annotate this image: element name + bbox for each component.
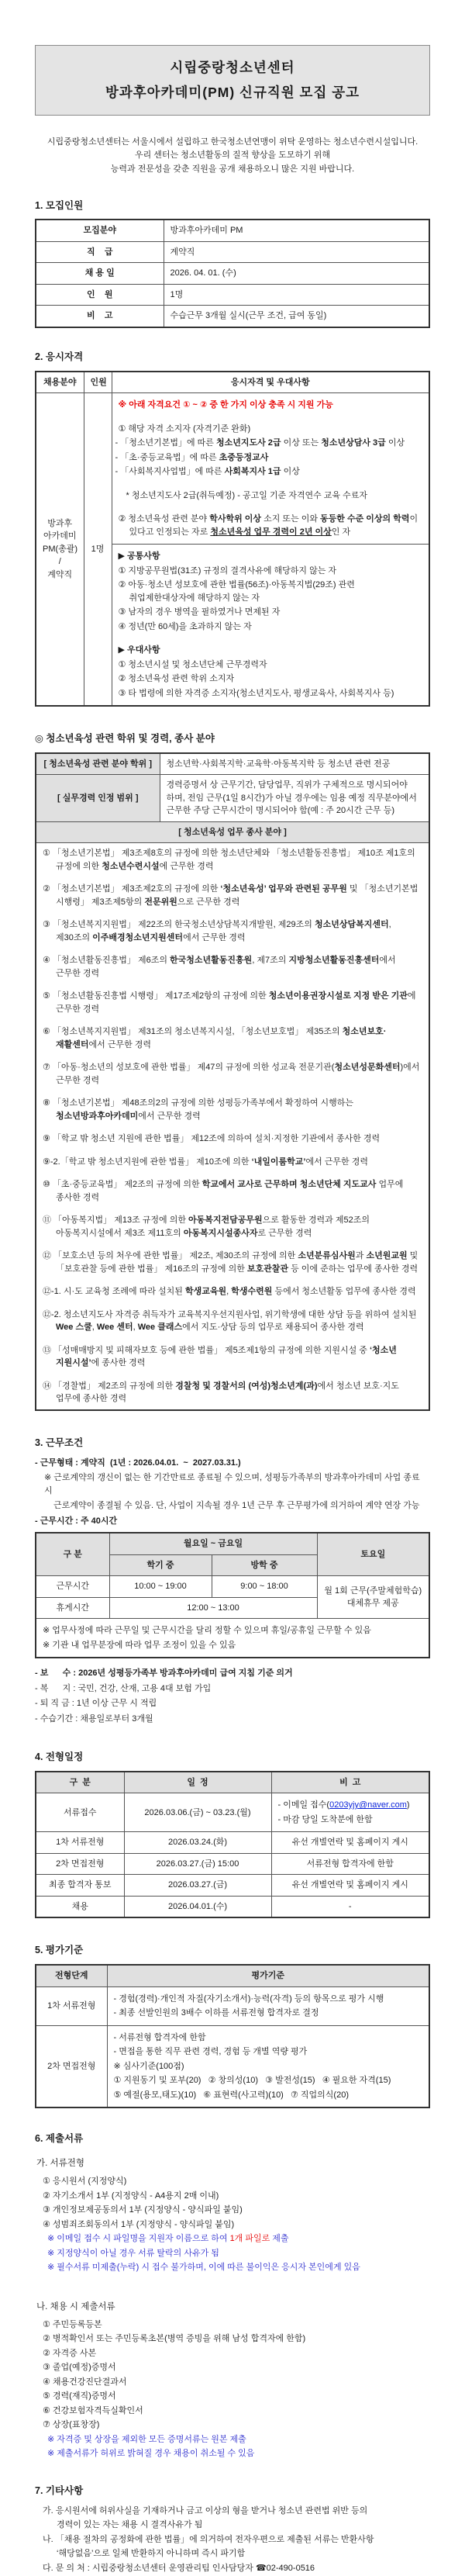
intro-line: 시립중랑청소년센터는 서울시에서 설립하고 한국청소년연맹이 위탁 운영하는 청소년수련시설입니다. [46,137,418,147]
intro-paragraph [35,136,430,177]
worktime-semester: 10:00 ~ 19:00 [109,1576,212,1598]
work-field-item: ⑩ 「초·중등교육법」 제2조의 규정에 의한 학교에서 교사로 근무하며 청소년단체 지도교사 업무에 종사한 경력 [43,1180,404,1202]
work-field-item: ② 「청소년기본법」 제3조제2호의 규정에 의한 ‘청소년육성’ 업무와 관련된 공무원 및 「청소년기본법 시행령」 제3조제5항의 전문위원으로 근무한 경력 [43,884,418,907]
work-field-item: ① 「청소년기본법」 제3조제8호의 규정에 의한 청소년단체와 「청소년활동진흥법」 제10조 제1호의 규정에 의한 청소년수련시설에 근무한 경력 [43,849,415,871]
table-row [36,1896,429,1917]
pay-line: - 보 수 : 2026년 성평등가족부 방과후아카데미 급여 지침 기준 의거 [35,1668,293,1679]
date-cell: 2026.03.27.(금) [124,1875,271,1897]
stage-cell: 1차 서류전형 [36,1986,107,2025]
table-row [36,393,429,545]
criteria-line: ※ 심사기준(100점) [113,2061,184,2071]
page-title-line2: 방과후아카데미(PM) 신규직원 모집 공고 [105,85,360,101]
prefer-item: ③ 타 법령에 의한 자격증 소지자(청소년지도사, 평생교육사, 사회복지사 등) [118,688,394,698]
cell-value: 방과후아카데미 PM [164,220,429,241]
stage-cell: 2차 면접전형 [36,1853,124,1875]
header-note: 비 고 [271,1772,429,1793]
work-field-item: ⑫ 「보호소년 등의 처우에 관한 법률」 제2조, 제30조의 규정에 의한 소년분류심사원과 소년원교원 및 「보호관찰 등에 관한 법률」 제16조의 규정에 의한 보호관찰관 등 이에 준하는 업무에 종사한 경력 [43,1251,418,1274]
header-date: 일 정 [124,1772,271,1793]
qual-1-item: - 「사회복지사업법」에 따른 사회복지사 1급 이상 [115,467,300,477]
work-schedule-table [35,1532,430,1658]
hire-doc-item: ② 자격증 사본 [43,2348,97,2358]
cell-value: 수습근무 3개월 실시(근무 조건, 급여 동일) [164,306,429,327]
header-vacation: 방학 중 [212,1554,317,1576]
common-item: ③ 남자의 경우 병역을 필하였거나 면제된 자 [118,607,281,617]
probation-line: - 수습기간 : 채용일로부터 3개월 [35,1713,153,1724]
col-header-field: 채용분야 [36,372,84,393]
note-cell: 유선 개별연락 및 홈페이지 게시 [271,1875,429,1897]
table-row [36,753,429,775]
subsection-ga: 가. 서류전형 [36,2158,84,2168]
table-row [36,821,429,843]
work-field-item: ⑦ 「아동·청소년의 성보호에 관한 법률」 제47의 규정에 의한 성교육 전문기관(청소년성문화센터)에서 근무한 경력 [43,1063,420,1085]
hire-doc-item: ⑥ 건강보험자격득실확인서 [43,2405,143,2415]
submit-doc-item: ③ 개인정보제공동의서 1부 (지정양식 - 양식파일 붙임) [43,2205,243,2215]
criteria-line: - 면접을 통한 직무 관련 경력, 경험 등 개별 역량 평가 [113,2047,308,2057]
table-row [36,775,429,822]
cell-common-prefer [112,545,429,707]
schedule-table [35,1771,430,1919]
date-cell: 2026.03.27.(금) 15:00 [124,1853,271,1875]
header-stage: 전형단계 [36,1965,107,1986]
experience-label: [ 실무경력 인정 범위 ] [36,775,160,822]
degree-career-table [35,752,430,1411]
breaktime-value: 12:00 ~ 13:00 [109,1597,317,1619]
cell-value: 1명 [164,284,429,306]
worktime-vacation: 9:00 ~ 18:00 [212,1576,317,1598]
criteria-line: - 최종 선발인원의 3배수 이하를 서류전형 합격자로 결정 [113,2008,319,2018]
email-link[interactable]: 0203yjy@naver.com [329,1800,407,1810]
etc-line: ‘해당없음’으로 일체 반환하지 아니하며 즉시 파기함 [57,2549,246,2559]
page-title-line1: 시립중랑청소년센터 [170,60,295,75]
header-stage: 구 분 [36,1772,124,1793]
table-row [36,306,429,327]
submit-doc-item: ① 응시원서 (지정양식) [43,2177,127,2187]
work-type-note: 근로계약이 종결될 수 있음. 단, 사업이 지속될 경우 1년 근무 후 근무평가에 의거하여 계약 연장 가능 [53,1501,420,1511]
work-field-item: ③ 「청소년복지지원법」 제22조의 한국청소년상담복지개발원, 제29조의 청소년상담복지센터, 제30조의 이주배경청소년지원센터에서 근무한 경력 [43,920,391,942]
hire-doc-item: ① 주민등록등본 [43,2319,102,2329]
intro-line: 우리 센터는 청소년활동의 질적 향상을 도모하기 위해 [134,150,331,161]
work-field-item: ⑥ 「청소년복지지원법」 제31조의 청소년복지시설, 「청소년보호법」 제35조의 청소년보호· 재활센터에서 근무한 경력 [43,1027,387,1049]
note-text: - 이메일 접수( [277,1800,330,1810]
date-cell: 2026.04.01.(수) [124,1896,271,1917]
section-2b-heading: ◎ 청소년육성 관련 학위 및 경력, 종사 분야 [35,733,215,745]
header-criteria: 평가기준 [107,1965,429,1986]
prefer-title: ▶ 우대사항 [118,645,160,655]
table-row [36,1619,429,1658]
header-semester: 학기 중 [109,1554,212,1576]
work-field-item: ⑬ 「성매매방지 및 피해자보호 등에 관한 법률」 제5조제1항의 규정에 의한 지원시설 중 ‘청소년 지원시설’에 종사한 경력 [43,1345,397,1368]
table-row [36,1853,429,1875]
cell-qualifications [112,393,429,545]
work-hours-line: - 근무시간 : 주 40시간 [35,1516,118,1526]
qual-2: ② 청소년육성 관련 분야 학사학위 이상 소지 또는 이와 동등한 수준 이상의 학력이 있다고 인정되는 자로 청소년육성 업무 경력이 2년 이상인 자 [118,514,418,537]
hire-note: ※ 제출서류가 허위로 밝혀질 경우 채용이 취소될 수 있음 [47,2449,255,2459]
section-5-heading: 5. 평가기준 [35,1945,84,1956]
schedule-note: ※ 업무사정에 따라 근무일 및 근무시간을 달리 정할 수 있으며 휴일/공휴일 근무할 수 있음 [43,1626,371,1636]
col-header-detail: 응시자격 및 우대사항 [112,372,429,393]
work-type-note: ※ 근로계약의 갱신이 없는 한 기간만료로 종료될 수 있으며, 성평등가족부의 방과후아카데미 사업 종료 시 [44,1473,420,1495]
table-row [36,1986,429,2025]
criteria-cell [107,1986,429,2025]
col-header-count: 인원 [84,372,112,393]
degree-value: 청소년학·사회복지학·교육학·아동복지학 등 청소년 관련 전공 [160,753,429,775]
table-row [36,1832,429,1854]
section-7-heading: 7. 기타사항 [35,2484,84,2496]
stage-cell: 채용 [36,1896,124,1917]
intro-line: 능력과 전문성을 갖춘 직원을 공개 채용하오니 많은 지원 바랍니다. [110,164,355,174]
header-saturday: 토요일 [317,1533,429,1576]
table-row [36,241,429,263]
stage-cell: 서류접수 [36,1793,124,1832]
table-header-row [36,1772,429,1793]
submit-note: ※ 지정양식이 아닐 경우 서류 탈락의 사유가 됨 [47,2248,219,2258]
note-text: ) [406,1800,410,1810]
cell-count: 1명 [84,393,112,707]
table-header-row [36,372,429,393]
table-row [36,220,429,241]
table-row [36,1576,429,1598]
criteria-line: - 경험(경력)·개인적 자질(자기소개서)·능력(자격) 등의 항목으로 평가 시행 [113,1993,384,2004]
submit-doc-item: ④ 성범죄조회동의서 1부 (지정양식 - 양식파일 붙임) [43,2219,235,2229]
section-4-heading: 4. 전형일정 [35,1751,84,1763]
submit-note: ※ 이메일 접수 시 파일명을 지원자 이름으로 하여 1개 파일로 제출 [47,2234,289,2244]
cell-label: 비 고 [36,306,164,327]
hire-doc-item: ② 병적확인서 또는 주민등록초본(병역 증빙을 위해 남성 합격자에 한함) [43,2334,306,2344]
schedule-notes [36,1619,429,1658]
stage-cell: 최종 합격자 통보 [36,1875,124,1897]
hire-doc-item: ④ 채용건강진단결과서 [43,2377,127,2387]
work-field-item: ⑫-1. 시·도 교육청 조례에 따라 설치된 학생교육원, 학생수련원 등에서 청소년활동 업무에 종사한 경력 [43,1287,416,1297]
table-header-row [36,1965,429,1986]
table-row [36,1793,429,1832]
row-label: 근무시간 [36,1576,109,1598]
cell-field: 방과후 아카데미 PM(총괄) / 계약직 [36,393,84,707]
stage-cell: 1차 서류전형 [36,1832,124,1854]
table-header-row [36,1533,429,1554]
subsection-na: 나. 채용 시 제출서류 [36,2301,115,2311]
qual-1-item: - 「초·중등교육법」에 따른 초중등정교사 [115,452,269,462]
cell-value: 2026. 04. 01. (수) [164,263,429,285]
stage-cell: 2차 면접전형 [36,2025,107,2107]
saturday-value: 월 1회 근무(주말체험학습) 대체휴무 제공 [317,1576,429,1619]
cell-label: 모집분야 [36,220,164,241]
note-cell: 유선 개별연락 및 홈페이지 게시 [271,1832,429,1854]
evaluation-table [35,1964,430,2108]
etc-contact-line: 다. 문 의 처 : 시립중랑청소년센터 운영관리팀 인사담당자 ☎02-490-0516 [43,2563,315,2573]
table-row [36,1875,429,1897]
common-item: ② 아동·청소년 성보호에 관한 법률(56조)·아동복지법(29조) 관련 취업제한대상자에 해당하지 않는 자 [118,580,355,603]
header-gubun: 구 분 [36,1533,109,1576]
criteria-cell [107,2025,429,2107]
date-cell: 2026.03.06.(금) ~ 03.23.(월) [124,1793,271,1832]
qual-1-item: - 「청소년기본법」에 따른 청소년지도사 2급 이상 또는 청소년상담사 3급 이상 [115,438,405,448]
date-cell: 2026.03.24.(화) [124,1832,271,1854]
work-field-item: ⑤ 「청소년활동진흥법 시행령」 제17조제2항의 규정에 의한 청소년이용권장시설로 지정 받은 기관에 근무한 경력 [43,991,416,1014]
qual-1-note: * 청소년지도사 2급(취득예정) - 공고일 기준 자격연수 교육 수료자 [126,490,367,500]
cell-label: 인 원 [36,284,164,306]
criteria-line: ① 지원동기 및 포부(20) ② 창의성(10) ③ 발전성(15) ④ 필요한 자격(15) [113,2076,391,2086]
etc-line: 나. 「채용 절차의 공정화에 관한 법률」에 의거하여 전자우편으로 제출된 서류는 반환사항 [43,2534,374,2544]
document-page [0,45,465,2574]
note-cell [271,1793,429,1832]
degree-label: [ 청소년육성 관련 분야 학위 ] [36,753,160,775]
work-type-line: - 근무형태 : 계약직 (1년 : 2026.04.01. ~ 2027.03.31.) [35,1457,241,1468]
work-field-item: ⑧ 「청소년기본법」 제48조의2의 규정에 의한 성평등가족부에서 확정하여 시행하는 청소년방과후아카데미에서 근무한 경력 [43,1098,354,1121]
prefer-item: ② 청소년육성 관련 학위 소지자 [118,674,235,684]
prefer-item: ① 청소년시설 및 청소년단체 근무경력자 [118,659,267,669]
red-note: ※ 아래 자격요건 ① ~ ② 중 한 가지 이상 충족 시 지원 가능 [118,400,333,410]
title-box [35,45,430,116]
schedule-note: ※ 기관 내 업무분장에 따라 업무 조정이 있을 수 있음 [43,1640,236,1650]
severance-line: - 퇴 직 금 : 1년 이상 근무 시 적립 [35,1699,157,1709]
common-title: ▶ 공통사항 [118,552,160,562]
submit-note: ※ 필수서류 미제출(누락) 시 접수 불가하며, 이에 따른 불이익은 응시자 본인에게 있음 [47,2263,360,2273]
etc-line: 경력이 있는 자는 채용 시 결격사유가 됨 [57,2520,203,2530]
note-cell: - [271,1896,429,1917]
common-item: ④ 정년(만 60세)을 초과하지 않는 자 [118,621,252,631]
work-field-items [36,843,429,1410]
note-line: - 마감 당일 도착분에 한함 [277,1814,373,1824]
section-3-heading: 3. 근무조건 [35,1437,84,1448]
etc-line: 가. 응시원서에 허위사실을 기재하거나 금고 이상의 형을 받거나 청소년 관련법 위반 등의 [43,2505,368,2515]
table-row [36,843,429,1410]
note-cell: 서류전형 합격자에 한함 [271,1853,429,1875]
table-row [36,263,429,285]
recruitment-table [35,219,430,328]
work-field-item: ⑪ 「아동복지법」 제13조 규정에 의한 아동복지전담공무원으로 활동한 경력과 제52조의 아동복지시설에서 제3조 제11호의 아동복지시설종사자로 근무한 경력 [43,1215,370,1238]
hire-doc-item: ③ 졸업(예정)증명서 [43,2363,116,2373]
table-row [36,284,429,306]
criteria-line: - 서류전형 합격자에 한함 [113,2032,206,2042]
cell-value: 계약직 [164,241,429,263]
cell-label: 채 용 일 [36,263,164,285]
submit-doc-item: ② 자기소개서 1부 (지정양식 - A4용지 2매 이내) [43,2190,219,2201]
experience-value: 경력증명서 상 근무기간, 담당업무, 직위가 구체적으로 명시되어야 하며, 전임 근무(1일 8시간)가 아닐 경우에는 임용 예정 직무분야에서 근무한 주당 근무시간이 명시되어야 함(예 : 주 20시간 근무 등) [160,775,429,822]
work-field-header: [ 청소년육성 업무 종사 분야 ] [36,821,429,843]
row-label: 휴게시간 [36,1597,109,1619]
section-6-heading: 6. 제출서류 [35,2133,84,2145]
work-field-item: ⑨ 「학교 밖 청소년 지원에 관한 법률」 제12조에 의하여 설치·지정한 기관에서 종사한 경력 [43,1134,381,1144]
section-1-heading: 1. 모집인원 [35,199,84,211]
hire-doc-item: ⑦ 상장(표창장) [43,2420,100,2430]
work-field-item: ⑫-2. 청소년지도사 자격증 취득자가 교육복지우선지원사업, 위기학생에 대한 상담 등을 위하여 설치된 Wee 스쿨, Wee 센터, Wee 클래스에서 지도·상담 등의 업무로 채용되어 종사한 경력 [43,1309,417,1333]
work-field-item: ⑭ 「경찰법」 제2조의 규정에 의한 경찰청 및 경찰서의 (여성)청소년계(과)에서 청소년 보호·지도 업무에 종사한 경력 [43,1381,399,1404]
welfare-line: - 복 지 : 국민, 건강, 산재, 고용 4대 보험 가입 [35,1683,212,1693]
header-weekday: 월요일 ~ 금요일 [109,1533,317,1554]
hire-note: ※ 자격증 및 상장을 제외한 모든 증명서류는 원본 제출 [47,2434,246,2444]
criteria-line: ⑤ 예절(용모,태도)(10) ⑥ 표현력(사고력)(10) ⑦ 직업의식(20) [113,2090,349,2100]
qualification-table [35,371,430,707]
hire-doc-item: ⑤ 경력(재직)증명서 [43,2391,116,2401]
section-2-heading: 2. 응시자격 [35,351,84,362]
note-line [278,1799,423,1812]
common-item: ① 지방공무원법(31조) 규정의 결격사유에 해당하지 않는 자 [118,565,337,576]
work-field-item: ④ 「청소년활동진흥법」 제6조의 한국청소년활동진흥원, 제7조의 지방청소년활동진흥센터에서 근무한 경력 [43,956,396,978]
qual-1-title: ① 해당 자격 소지자 (자격기준 완화) [118,424,251,434]
table-row [36,2025,429,2107]
work-field-item: ⑨-2.「학교 밖 청소년지원에 관한 법률」 제10조에 의한 ‘내일이룸학교’에서 근무한 경력 [43,1157,368,1167]
cell-label: 직 급 [36,241,164,263]
